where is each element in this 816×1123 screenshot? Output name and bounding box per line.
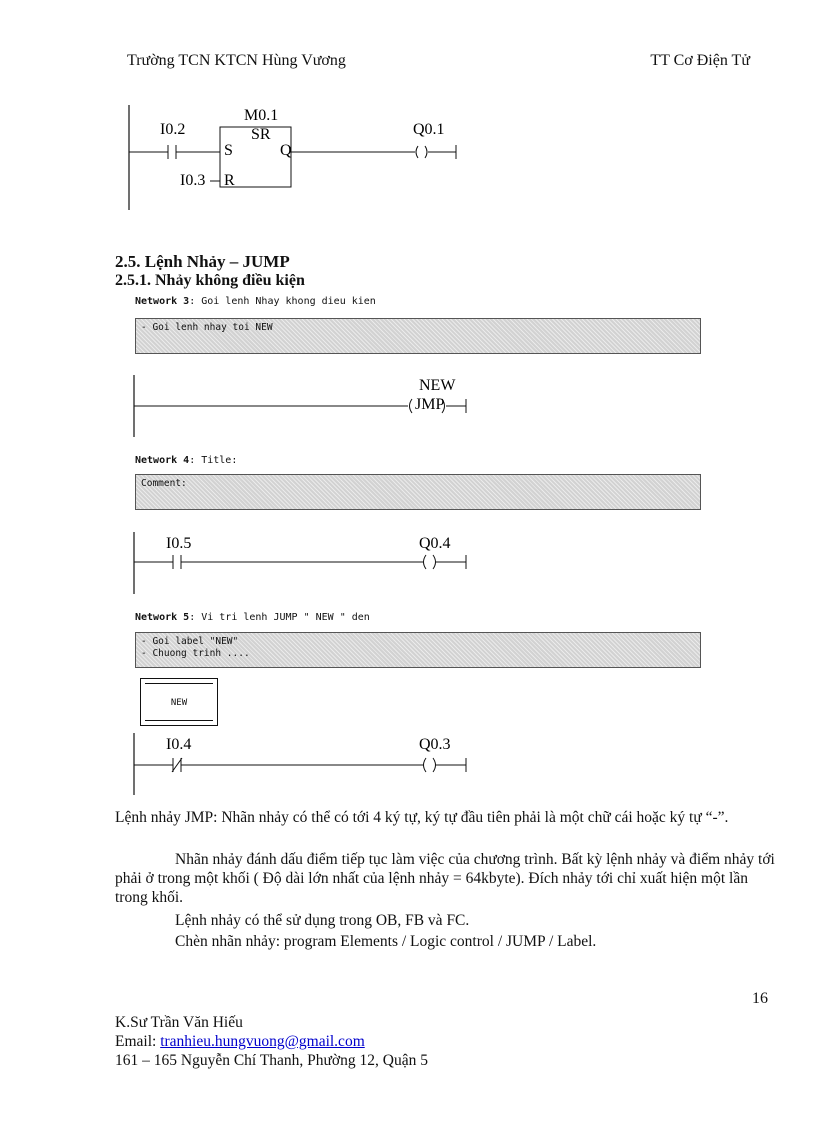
- footer-email-label: Email:: [115, 1033, 161, 1050]
- network-3-ladder: [128, 375, 478, 440]
- header-center: TT Cơ Điện Tử: [650, 52, 750, 69]
- jmp-coil-address: NEW: [419, 377, 456, 394]
- network-5-comment-line-2: - Chuong trinh ....: [141, 648, 250, 659]
- sr-ladder-diagram: [120, 105, 480, 215]
- network-4-ladder: [128, 532, 478, 596]
- page-number: 16: [752, 990, 768, 1007]
- network-3-comment-line: - Goi lenh nhay toi NEW: [141, 322, 273, 333]
- sr-pin-s: S: [224, 142, 233, 159]
- label-box-bottom-line: [145, 720, 213, 721]
- footer-email-line: [115, 1032, 365, 1051]
- network-5-ladder: [128, 733, 478, 797]
- coil-q0-3-right: [433, 758, 436, 772]
- footer-email-link[interactable]: tranhieu.hungvuong@gmail.com: [160, 1033, 365, 1050]
- network-5-title: [135, 612, 370, 623]
- network-3-title: [135, 296, 376, 307]
- coil-address-q0-4: Q0.4: [419, 535, 451, 552]
- sr-pin-q: Q: [280, 142, 292, 159]
- jmp-coil-left: [410, 399, 413, 413]
- network-4-comment-line: Comment:: [141, 478, 187, 489]
- network-5-label: Network 5: [135, 612, 190, 623]
- network-4-comment: [135, 474, 701, 510]
- header-school: Trường TCN KTCN Hùng Vương: [127, 52, 346, 69]
- paragraph-insert-label: Chèn nhãn nhảy: program Elements / Logic control / JUMP / Label.: [175, 933, 597, 950]
- network-3-label: Network 3: [135, 296, 190, 307]
- network-4-title: [135, 455, 237, 466]
- paragraph-usage: Lệnh nhảy có thể sử dụng trong OB, FB và FC.: [175, 912, 470, 929]
- sr-block-address: M0.1: [244, 107, 279, 124]
- coil-address-q0-1: Q0.1: [413, 121, 445, 138]
- jump-label-text: NEW: [170, 698, 188, 708]
- reset-input-address: I0.3: [180, 172, 206, 189]
- coil-q0-1-right: [425, 146, 427, 158]
- contact-address-i0-2: I0.2: [160, 121, 186, 138]
- contact-address-i0-5: I0.5: [166, 535, 192, 552]
- label-box-top-line: [145, 683, 213, 684]
- coil-address-q0-3: Q0.3: [419, 736, 451, 753]
- footer-address: 161 – 165 Nguyễn Chí Thanh, Phường 12, Quận 5: [115, 1052, 428, 1069]
- contact-address-i0-4: I0.4: [166, 736, 192, 753]
- coil-q0-4-right: [433, 555, 436, 569]
- network-4-text: : Title:: [189, 455, 238, 466]
- paragraph-jmp-definition: Lệnh nhảy JMP: Nhãn nhảy có thể có tới 4 ký tự, ký tự đầu tiên phải là một chữ cái hoặc ký tự “-”.: [115, 809, 729, 826]
- coil-q0-1-left: [416, 146, 418, 158]
- network-3-text: : Goi lenh Nhay khong dieu kien: [189, 296, 376, 307]
- section-subheading: 2.5.1. Nhảy không điều kiện: [115, 272, 305, 289]
- network-5-text: : Vi tri lenh JUMP " NEW " den: [189, 612, 370, 623]
- network-4-label: Network 4: [135, 455, 190, 466]
- jmp-coil-text: JMP: [415, 396, 445, 413]
- footer-author: K.Sư Trần Văn Hiếu: [115, 1014, 243, 1031]
- network-5-comment: [135, 632, 701, 668]
- network-3-comment: [135, 318, 701, 354]
- paragraph-jump-label: Nhãn nhảy đánh dấu điểm tiếp tục làm việc của chương trình. Bất kỳ lệnh nhảy và điểm nhảy tới phải ở trong một khối ( Độ dài lớn nhất của lệnh nhảy = 64kbyte). Đích nhảy tới chỉ xuất hiện một lần trong khối.: [115, 851, 775, 906]
- section-heading: 2.5. Lệnh Nhảy – JUMP: [115, 252, 290, 271]
- network-5-comment-line-1: - Goi label "NEW": [141, 636, 239, 647]
- coil-q0-3-left: [424, 758, 427, 772]
- jump-label-box: [140, 678, 218, 726]
- sr-block-type: SR: [251, 126, 271, 143]
- sr-pin-r: R: [224, 172, 235, 189]
- coil-q0-4-left: [424, 555, 427, 569]
